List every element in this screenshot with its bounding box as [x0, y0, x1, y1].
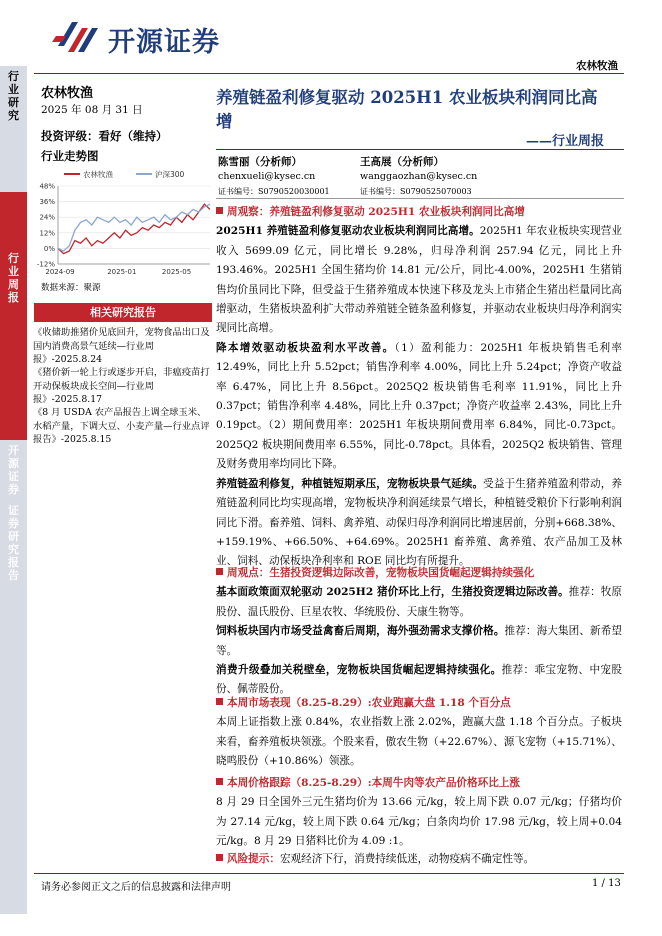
section-heading: 风险提示： [227, 853, 280, 865]
paragraph-text: 推荐：海大集团、新希望等。 [216, 625, 623, 657]
y-tick-label: 24% [39, 213, 55, 222]
analyst-divider [216, 198, 624, 199]
analyst-cert: 证书编号：S0790525070003 [360, 187, 472, 196]
bullet-icon [216, 568, 223, 575]
bullet-icon [216, 778, 223, 785]
bullet-icon [216, 698, 223, 705]
side-bar-highlight [0, 192, 27, 440]
x-tick-label: 2025-01 [107, 268, 137, 276]
paragraph-text: 宏观经济下行，消费持续低迷，动物疫病不确定性等。 [279, 853, 535, 865]
title-divider [216, 149, 624, 150]
trend-chart [34, 168, 216, 278]
paragraph-text: 2025H1 年农业板块实现营业收入 5699.09 亿元，同比增长 9.28%，归母净利润 257.94 亿元，同比上升 193.46%。2025H1 全国生猪均价 14.81 元/公斤，同比-4.00%，2025H1 生猪销售均价虽同比下降，但受益于生猪养殖成本快速下移及龙头上市猪企生猪出栏量同比高增驱动，生猪板块盈利扩大带动养殖链全链条盈利修复，并驱动农业板块归母净利润实现同比高增。 [216, 225, 622, 335]
y-tick-label: 12% [39, 229, 55, 238]
paragraph-text: 本周上证指数上涨 0.84%，农业指数上涨 2.02%，跑赢大盘 1.18 个百分点。子板块来看，畜养殖板块领涨。个股来看，傲农生物（+22.67%）、源飞宠物（+15.71%）、晓鸣股份（+10.86%）领涨。 [216, 716, 622, 768]
footer-disclaimer: 请务必参阅正文之后的信息披露和法律声明 [41, 882, 231, 893]
investment-rating: 投资评级：看好（维持） [41, 129, 168, 143]
trend-chart-title: 行业走势图 [41, 149, 99, 163]
sidebar-label-weekly: 行 业 周 报 [8, 252, 19, 304]
sector-name: 农林牧渔 [41, 86, 94, 101]
analyst-name: 陈雪丽（分析师） [218, 156, 302, 168]
brand-name: 开源证券 [108, 27, 220, 58]
footer-divider [34, 873, 624, 874]
sidebar-label-kysec: 开 源 证 券 [8, 444, 19, 496]
series-line [58, 204, 210, 253]
analyst-email[interactable]: chenxueli@kysec.cn [218, 171, 316, 182]
related-report-item[interactable]: 《猪价新一轮上行或逐步开启，非瘟疫苗打开动保板块成长空间—行业周报》-2025.8.17 [33, 367, 210, 405]
y-tick-label: 36% [39, 198, 55, 207]
sidebar-label-research: 行 业 研 究 [8, 70, 19, 122]
legend-label: 沪深300 [155, 170, 185, 179]
paragraph-text: 8 月 29 日全国外三元生猪均价为 13.66 元/kg，较上周下跌 0.07 元/kg；仔猪均价为 27.14 元/kg，较上周下跌 0.64 元/kg；白条肉均价 17.98 元/kg，较上周+0.04 元/kg。8 月 29 日猪料比价为 4.09 :1。 [216, 796, 622, 848]
header-divider [34, 73, 624, 74]
paragraph-lead: 基本面政策面双轮驱动 2025H2 猪价环比上行，生猪投资逻辑边际改善。 [216, 586, 569, 599]
analyst-name: 王高展（分析师） [360, 156, 444, 168]
analyst-cert: 证书编号：S0790520030001 [218, 187, 330, 196]
paragraph-text: （1）盈利能力：2025H1 年板块销售毛利率 12.49%，同比上升 5.52pct；销售净利率 4.00%，同比上升 5.24pct；净资产收益率 6.47%，同比上升 8.56pct。2025Q2 板块销售毛利率 11.91%，同比上升 0.37pct；销售净利率 4.48%，同比上升 0.37pct；净资产收益率 2.43%，同比上升 0.19pct。（2）期间费用率：2025H1 年板块期间费用率 6.84%，同比-0.73pct。2025Q2 板块期间费用率 6.55%，同比-0.78pct。具体看，2025Q2 板块销售、管理及财务费用率均同比下降。 [216, 341, 623, 471]
section-heading: 周观察：养殖链盈利修复驱动 2025H1 农业板块利润同比高增 [216, 203, 622, 222]
paragraph-text: 推荐：乖宝宠物、中宠股份、佩蒂股份。 [216, 664, 623, 696]
section-market-performance [216, 694, 622, 772]
data-source: 数据来源：聚源 [41, 283, 101, 293]
y-tick-label: -12% [36, 260, 55, 269]
page-number: 1 / 13 [592, 878, 621, 889]
section-weekly-observation [216, 203, 622, 572]
report-date: 2025 年 08 月 31 日 [41, 104, 143, 116]
section-risk [216, 850, 622, 869]
analyst-email[interactable]: wanggaozhan@kysec.cn [360, 171, 478, 182]
category-tag: 农林牧渔 [576, 60, 618, 72]
related-reports-title: 相关研究报告 [34, 303, 212, 322]
report-type: ——行业周报 [526, 134, 605, 149]
paragraph-lead: 饲料板块国内市场受益禽畜后周期，海外强劲需求支撑价格。 [216, 625, 505, 638]
legend-label: 农林牧渔 [83, 170, 113, 179]
related-report-item[interactable]: 《8 月 USDA 农产品报告上调全球玉米、水稻产量，下调大豆、小麦产量—行业点评报告》-2025.8.15 [33, 407, 210, 445]
sidebar-label-securities-research: 证 券 研 究 报 告 [8, 504, 19, 582]
section-price-tracking [216, 774, 622, 852]
paragraph-lead: 降本增效驱动板块盈利水平改善。 [216, 341, 395, 354]
report-title-line1: 养殖链盈利修复驱动 2025H1 农业板块利润同比高 [216, 88, 598, 107]
paragraph-text: 受益于生猪养殖盈利带动，养殖链盈利同比均实现高增，宠物板块净利润延续景气增长，种植链受粮价下行影响利润同比下滑。畜养殖、饲料、禽养殖、动保归母净利润同比增速居前，分别+668.38%、+159.19%、+66.50%、+64.69%。2025H1 畜养殖、禽养殖、农产品加工及林业、饲料、动保板块净利率和 ROE 同比均有所提升。 [216, 477, 623, 568]
section-heading: 周观点：生猪投资逻辑边际改善，宠物板块国货崛起逻辑持续强化 [216, 564, 622, 583]
x-tick-label: 2024-09 [45, 268, 75, 276]
report-title-line2: 增 [216, 112, 233, 131]
related-report-item[interactable]: 《收储助推猪价见底回升，宠物食品出口及国内消费高景气延续—行业周报》-2025.8.24 [33, 327, 210, 365]
y-tick-label: 48% [39, 182, 55, 191]
section-heading: 本周价格跟踪（8.25-8.29）:本周牛肉等农产品价格环比上涨 [216, 774, 622, 793]
paragraph-lead: 养殖链盈利修复，种植链短期承压，宠物板块景气延续。 [216, 477, 484, 490]
y-tick-label: 0% [43, 244, 55, 253]
section-weekly-view [216, 564, 622, 700]
series-line [58, 204, 210, 251]
section-heading: 本周市场表现（8.25-8.29）:农业跑赢大盘 1.18 个百分点 [216, 694, 622, 713]
bullet-icon [216, 854, 223, 861]
paragraph-lead: 消费升级叠加关税壁垒，宠物板块国货崛起逻辑持续强化。 [216, 664, 502, 677]
x-tick-label: 2025-05 [161, 268, 192, 276]
logo-icon [52, 16, 104, 56]
paragraph-lead: 2025H1 养殖链盈利修复驱动农业板块利润同比高增。 [216, 225, 480, 238]
report-title [216, 86, 626, 134]
bullet-icon [216, 207, 223, 214]
paragraph-text: 推荐：牧原股份、温氏股份、巨星农牧、华统股份、天康生物等。 [216, 586, 623, 618]
